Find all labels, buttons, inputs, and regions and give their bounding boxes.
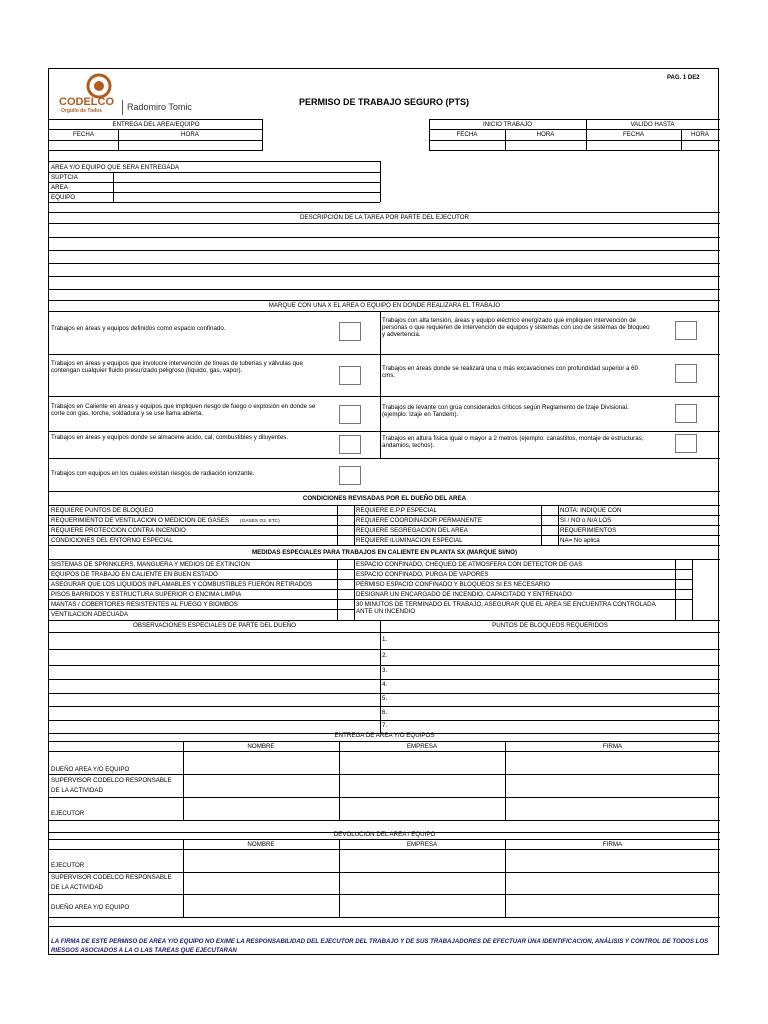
condicion-left: REQUIERE PROTECCION CONTRA INCENDIO (51, 527, 186, 534)
condicion-note: REQUERIMIENTOS (560, 527, 617, 534)
condicion-answer-field[interactable] (338, 506, 354, 545)
inicio-fecha: FECHA (456, 131, 478, 138)
marque-left-item: Trabajos en áreas y equipos que involucre intervención de líneas de tuberías y válvulas que contengan cualquier fluido presurizado peligroso (líquido, gas, vapor). (51, 360, 303, 374)
marque-checkbox[interactable] (339, 322, 361, 341)
bloqueo-number: 6. (382, 709, 388, 716)
valido-hora: HORA (691, 131, 709, 138)
bloqueos-field[interactable] (394, 633, 719, 733)
devolucion-row-label: SUPERVISOR CODELCO RESPONSABLE DE LA ACTIVIDAD (51, 874, 172, 891)
area-row-label: SUPTCIA (51, 174, 78, 181)
bloqueos-title: PUNTOS DE BLOQUEOS REQUERIDOS (492, 622, 608, 629)
marque-right-item: Trabajos en altura física igual o mayor a 2 metros (ejemplo: canastillos, montaje de estructuras, andamios, techos). (382, 435, 644, 449)
marque-checkbox[interactable] (675, 321, 697, 340)
medida-answer-field[interactable] (338, 560, 354, 620)
descripcion-title: DESCRIPCIÓN DE LA TAREA POR PARTE DEL EJECUTOR (299, 214, 470, 221)
condicion-left: REQUERIMIENTO DE VENTILACION O MEDICION DE GASES (51, 517, 229, 524)
bloqueo-number: 4. (382, 681, 388, 688)
entrega-title: ENTREGA DEL AREA/EQUIPO (112, 121, 200, 128)
page-number: PAG. 1 DE2 (667, 75, 700, 81)
valido-fecha: FECHA (623, 131, 644, 138)
bloqueo-number: 1. (382, 636, 388, 643)
medida-left: SISTEMAS DE SPRINKLERS, MANGUERA Y MEDIOS DE EXTINCION (51, 561, 250, 568)
entrega-fecha: FECHA (73, 131, 94, 138)
inicio-title: INICIO TRABAJO (482, 121, 533, 128)
condicion-note: SI / NO o N/A LOS (560, 517, 612, 524)
marque-left-item: Trabajos en áreas y equipos donde se almacene acido, cal, combustibles y diluyentes. (51, 434, 289, 441)
condicion-mid: REQUIERE E.P.P ESPECIAL (356, 507, 437, 514)
permit-form (48, 68, 719, 955)
col-nombre: NOMBRE (247, 841, 275, 848)
marque-checkbox[interactable] (339, 466, 361, 485)
suptcia-field[interactable] (114, 173, 379, 182)
logo-tagline: Orgullo de Todos (61, 108, 103, 114)
medida-left: EQUIPOS DE TRABAJO EN CALIENTE EN BUEN ESTADO (51, 571, 218, 578)
marque-checkbox[interactable] (339, 405, 361, 424)
col-firma: FIRMA (602, 841, 623, 848)
condicion-left-note: (GASES O2, ETC) (240, 519, 280, 524)
col-empresa: EMPRESA (406, 841, 438, 848)
condicion-answer-field[interactable] (542, 506, 558, 545)
observaciones-field[interactable] (50, 633, 379, 733)
marque-left-item: Trabajos en Caliente en áreas y equipos que impliquen riesgo de fuego o explosión en donde se corte con gas, torche, soldadura y se use llama abierta. (51, 403, 316, 417)
devolucion-signature-area[interactable] (184, 850, 719, 917)
bloqueo-number: 2. (382, 652, 388, 659)
marque-checkbox[interactable] (339, 435, 361, 454)
area-section-title: AREA Y/O EQUIPO QUE SERA ENTREGADA (51, 164, 180, 171)
medida-left: MANTAS / COBERTORES RESISTENTES AL FUEGO Y BIOMBOS (51, 601, 238, 608)
condicion-mid: REQUIERE COORDINADOR PERMANENTE (356, 517, 482, 524)
area-field[interactable] (114, 183, 379, 192)
division-name: Radomiro Tomic (127, 102, 192, 112)
col-firma: FIRMA (602, 743, 623, 750)
medida-right: PERMISO ESPACIO CONFINADO Y BLOQUEOS SI ES NECESARIO (356, 581, 550, 588)
marque-checkbox[interactable] (675, 404, 697, 423)
condicion-note: NA= No aplica (560, 537, 600, 544)
medida-left: ASEGURAR QUE LOS LIQUIDOS INFLAMABLES Y COMBUSTIBLES FUERON RETIRADOS (51, 581, 313, 588)
footer-disclaimer: LA FIRMA DE ESTE PERMISO DE AREA Y/O EQUIPO NO EXIME LA RESPONSABILIDAD DEL EJECUTOR DEL TRABAJO Y DE SUS TRABAJADORES DE EFECTUAR UNA IDENTIFICACION, ANÁLISIS Y CONTROL DE TODOS LOS RIESGOS ASOCIADOS A LA O LAS TAREAS QUE EJECUTARAN (51, 938, 709, 954)
devolucion-row-label: DUEÑO AREA Y/O EQUIPO (51, 904, 130, 911)
condicion-left: REQUIERE PUNTOS DE BLOQUEO (51, 507, 154, 514)
marque-left-item: Trabajos en áreas y equipos definidos como espacio confinado. (51, 325, 226, 332)
condiciones-title: CONDICIONES REVISADAS POR EL DUEÑO DEL AREA (302, 495, 467, 502)
entrega-row-label: EJECUTOR (51, 810, 85, 817)
medida-left: VENTILACION ADECUADA (51, 611, 129, 618)
medida-left: PISOS BARRIDOS Y ESTRUCTURA SUPERIOR O ENCIMA LIMPIA (51, 591, 242, 598)
codelco-logo (57, 73, 192, 115)
condicion-left: CONDICIONES DEL ENTORNO ESPECIAL (51, 537, 173, 544)
inicio-hora: HORA (536, 131, 555, 138)
marque-checkbox[interactable] (675, 434, 697, 453)
devolucion-row-label: EJECUTOR (51, 862, 85, 869)
entrega-row-label: SUPERVISOR CODELCO RESPONSABLE DE LA ACTIVIDAD (51, 777, 172, 794)
marque-checkbox[interactable] (675, 364, 697, 383)
medida-right: ESPACIO CONFINADO, PURGA DE VAPORES (356, 571, 489, 578)
valido-title: VALIDO HASTA (630, 121, 675, 128)
logo-name: CODELCO (59, 96, 114, 108)
bloqueo-number: 7. (382, 722, 388, 729)
condicion-mid: REQUIERE SEGREGACION DEL AREA (356, 527, 468, 534)
descripcion-field[interactable] (50, 224, 719, 299)
marque-title: MARQUE CON UNA X EL AREA O EQUIPO EN DONDE REALIZARA EL TRABAJO (268, 302, 501, 309)
marque-right-item: Trabajos con alta tensión, áreas y equipo eléctrico energizado que impliquen intervención de personas o que requieren de intervención de equipos y sistemas con uso de sistemas de bloqueo y advertencia. (382, 317, 650, 338)
col-nombre: NOMBRE (247, 743, 275, 750)
medida-right: DESIGNAR UN ENCARGADO DE INCENDIO, CAPACITADO Y ENTRENADO (356, 591, 572, 598)
bloqueo-number: 3. (382, 667, 388, 674)
entrega-row-label: DUEÑO AREA Y/O EQUIPO (51, 766, 130, 773)
entrega-hora: HORA (181, 131, 199, 138)
medida-right: 30 MINUTOS DE TERMINADO EL TRABAJO, ASEGURAR QUE EL AREA SE ENCUENTRA CONTROLADA ANTE UN INCENDIO (356, 601, 656, 615)
entrega-equipos-title: ENTREGA DE AREA Y/O EQUIPOS (334, 732, 435, 739)
marque-right-item: Trabajos en áreas donde se realizará una o más excavaciones con profundidad superior a 60 cms. (382, 365, 639, 379)
entrega-signature-area[interactable] (184, 752, 719, 820)
medida-answer-field[interactable] (676, 560, 692, 620)
equipo-field[interactable] (114, 193, 379, 202)
medidas-title: MEDIDAS ESPECIALES PARA TRABAJOS EN CALIENTE EN PLANTA SX (MARQUE SI/NO) (251, 549, 518, 556)
marque-right-item: Trabajos de levante con grúa considerados críticos según Reglamento de Izaje Divisional. (ejemplo: Izaje en Tandem). (382, 404, 629, 418)
condicion-note: NOTA: INDIQUE CON (560, 507, 622, 514)
marque-checkbox[interactable] (339, 366, 361, 385)
area-row-label: AREA (51, 184, 68, 191)
devolucion-title: DEVOLUCION DEL AREA / EQUIPO (333, 831, 436, 838)
marque-left-item: Trabajos con equipos en los cuales existan riesgos de radiación ionizante. (51, 470, 255, 477)
area-row-label: EQUIPO (51, 194, 76, 201)
medida-right: ESPACIO CONFINADO, CHEQUEO DE ATMOSFERA CON DETECTOR DE GAS (356, 561, 583, 568)
observaciones-title: OBSERVACIONES ESPECIALES DE PARTE DEL DUEÑO (133, 622, 296, 629)
bloqueo-number: 5. (382, 695, 388, 702)
condicion-mid: REQUIERE ILUMINACION ESPECIAL (356, 537, 463, 544)
col-empresa: EMPRESA (406, 743, 438, 750)
page-title: PERMISO DE TRABAJO SEGURO (PTS) (298, 97, 469, 107)
